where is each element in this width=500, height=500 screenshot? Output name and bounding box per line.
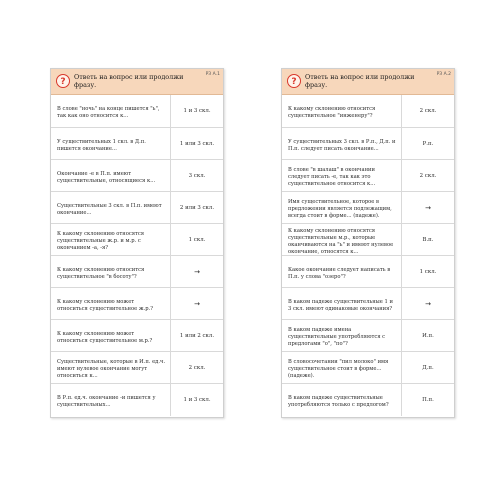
answer-cell: 2 скл. (419, 172, 437, 179)
answer-cell: 1 и 3 скл. (183, 108, 211, 114)
question-text: Окончание -е в П.п. имеют существительные, относящиеся к... (51, 160, 171, 191)
question-text: В словосочетании "пил молоко" имя существительное стоит в форме... (падеже). (282, 352, 402, 383)
question-text: К какому склонению может относиться существительное ж.р.? (51, 288, 171, 319)
question-row (51, 224, 223, 256)
answer-cell: П.п. (422, 397, 434, 403)
question-text: В слове "в шалаш" в окончании следует писать -е, так как это существительное относится к... (282, 160, 402, 191)
question-row (282, 224, 454, 256)
answer-cell: 1 или 3 скл. (179, 140, 215, 147)
question-text: В слове "ночь" на конце пишется "ь", так как оно относится к... (51, 95, 171, 127)
question-text: У существительных 3 скл. в Р.п., Д.п. и П.п. следует писать окончание... (282, 128, 402, 159)
question-text: Какое окончание следует написать в П.п. у слова "озеро"? (282, 256, 402, 287)
arrow-icon: → (425, 203, 431, 212)
question-row (51, 288, 223, 320)
question-text: К какому склонению относится существительное "в босоту"? (51, 256, 171, 287)
task-card-right (281, 68, 455, 418)
question-row (51, 384, 223, 416)
question-text: В каком падеже имена существительные употребляются с предлогами "о", "по"? (282, 320, 402, 351)
arrow-icon: → (194, 267, 200, 276)
answer-cell: В.п. (422, 236, 434, 243)
question-text: К какому склонению относятся существительные ж.р. и м.р. с окончанием -а, -я? (51, 224, 171, 255)
question-row (282, 192, 454, 224)
answer-cell: 2 скл. (188, 364, 206, 371)
question-list (51, 95, 223, 417)
question-row (51, 160, 223, 192)
question-row (282, 128, 454, 160)
question-text: Существительные 3 скл. в П.п. имеют окончание... (51, 192, 171, 223)
question-text: К какому склонению может относиться существительное м.р.? (51, 320, 171, 351)
question-circle-icon: ? (287, 74, 301, 88)
answer-cell: 3 скл. (188, 172, 206, 179)
question-row (282, 95, 454, 128)
question-row (51, 95, 223, 128)
answer-cell: 2 скл. (419, 108, 437, 114)
arrow-icon: → (425, 299, 431, 308)
card-title: Ответь на вопрос или продолжи фразу. (305, 73, 415, 89)
answer-cell: 1 скл. (188, 236, 206, 243)
question-row (282, 160, 454, 192)
question-circle-icon: ? (56, 74, 70, 88)
answer-cell: Р.п. (422, 140, 434, 147)
answer-cell: И.п. (422, 332, 434, 339)
question-row (282, 320, 454, 352)
question-text: У существительных 1 скл. в Д.п. пишется окончание... (51, 128, 171, 159)
question-text: К какому склонению относятся существительные м.р., которые оканчиваются на "ь" и имеют нулевое окончание, относятся к... (282, 224, 402, 255)
answer-cell: 1 или 2 скл. (179, 332, 215, 339)
card-header (282, 69, 454, 95)
answer-cell: 1 и 3 скл. (183, 397, 211, 403)
card-code: РЗ А.1 (205, 72, 220, 77)
question-row (282, 384, 454, 416)
card-header (51, 69, 223, 95)
arrow-icon: → (194, 299, 200, 308)
question-text: В Р.п. ед.ч. окончание -и пишется у существительных... (51, 384, 171, 416)
question-list (282, 95, 454, 417)
question-row (51, 192, 223, 224)
answer-cell: 1 скл. (419, 268, 437, 275)
question-text: К какому склонению относится существительное "инженеру"? (282, 95, 402, 127)
card-code: РЗ А.2 (436, 72, 451, 77)
question-row (51, 128, 223, 160)
question-text: Имя существительное, которое в предложении является подлежащим, всегда стоит в форме... (падеже). (282, 192, 402, 223)
task-card-left (50, 68, 224, 418)
question-row (282, 256, 454, 288)
question-text: В каком падеже существительные 1 и 3 скл. имеют одинаковые окончания? (282, 288, 402, 319)
question-row (282, 352, 454, 384)
question-text: В каком падеже существительные употребляются только с предлогом? (282, 384, 402, 416)
answer-cell: Д.п. (422, 364, 434, 371)
question-row (51, 256, 223, 288)
answer-cell: 2 или 3 скл. (179, 204, 215, 211)
question-row (282, 288, 454, 320)
question-text: Существительные, которые в И.п. ед.ч. имеют нулевое окончание могут относиться к... (51, 352, 171, 383)
card-title: Ответь на вопрос или продолжи фразу. (74, 73, 184, 89)
question-row (51, 320, 223, 352)
question-row (51, 352, 223, 384)
